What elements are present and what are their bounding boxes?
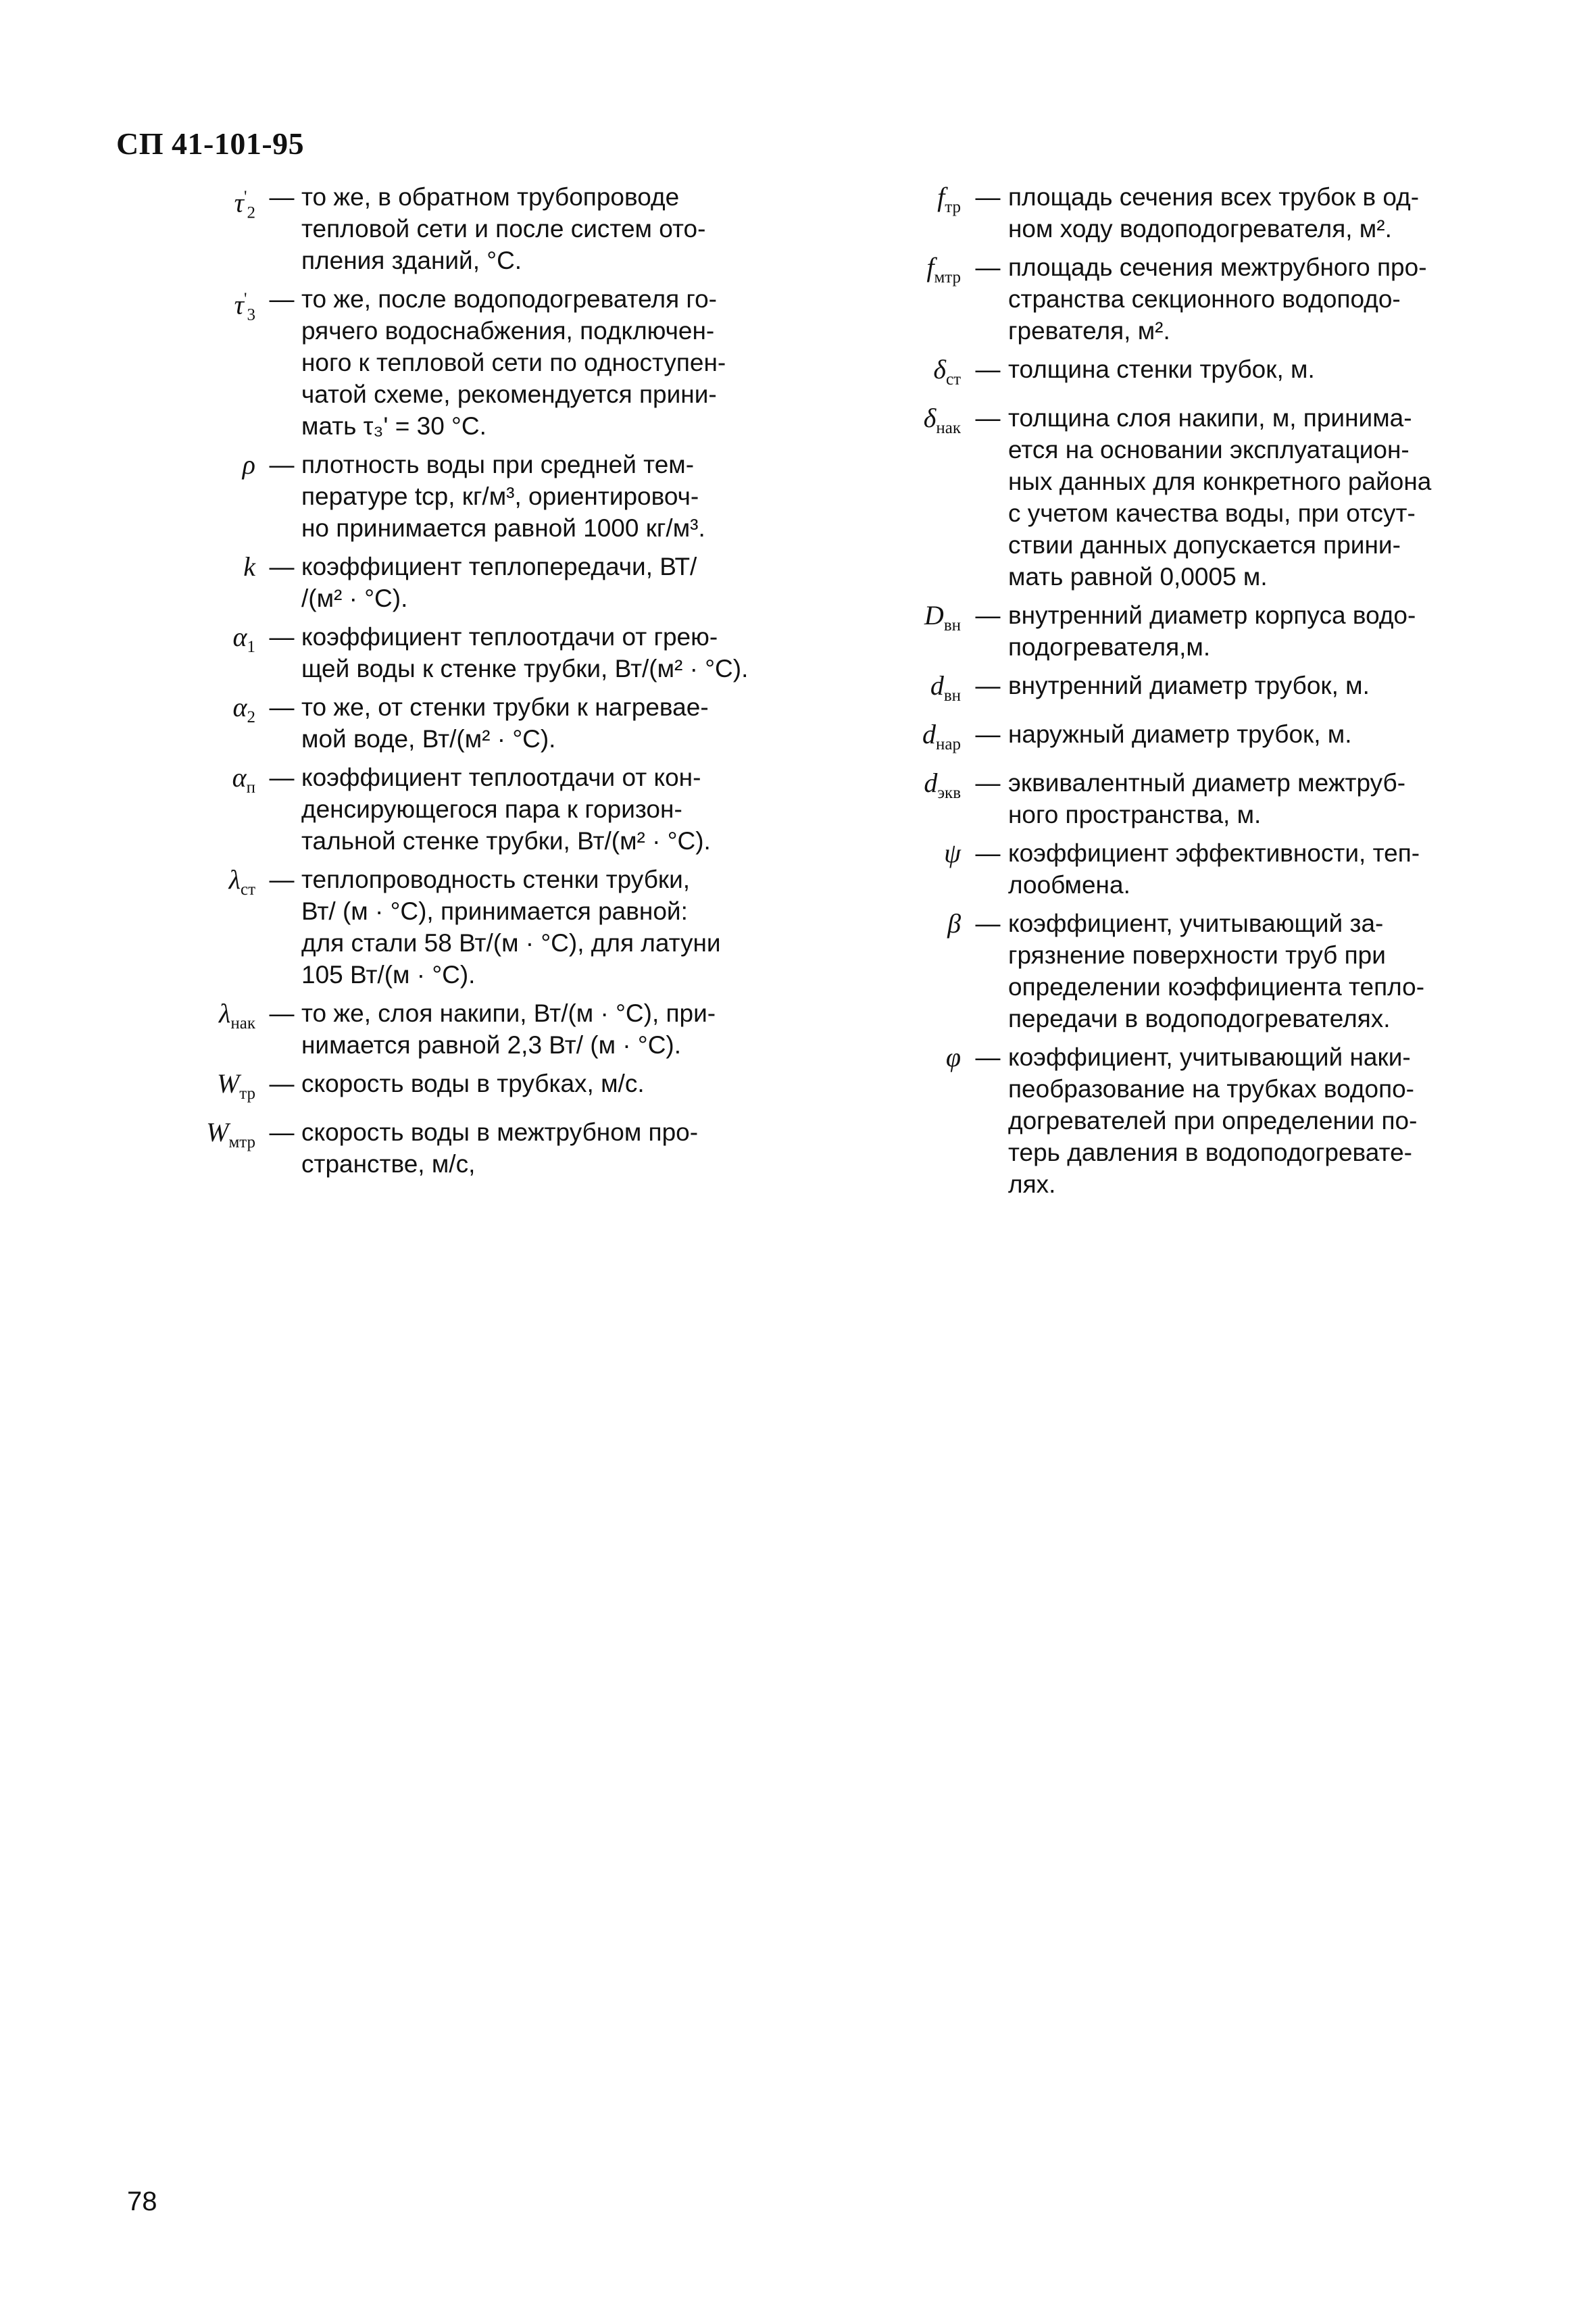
definition-entry (872, 353, 1480, 395)
definition-line: эквивалентный диаметр межтруб- (1008, 769, 1406, 797)
definition-entry (872, 1041, 1480, 1200)
definition-entry (169, 1116, 757, 1180)
symbol: $\lambda_{ст}$ (228, 864, 255, 899)
definition-entry (169, 449, 757, 544)
definition-text (1008, 837, 1480, 901)
definition-line: то же, слоя накипи, Вт/(м · °С), при- (301, 999, 716, 1027)
dash: — (975, 355, 1001, 383)
symbol: $D_{вн}$ (924, 600, 961, 634)
definition-line: ном ходу водоподогревателя, м². (1008, 215, 1392, 243)
definition-entry (872, 670, 1480, 712)
definition-text (1008, 1041, 1480, 1200)
definition-text (301, 1116, 757, 1180)
definition-text (1008, 353, 1480, 395)
dash: — (975, 839, 1001, 867)
definition-text (1008, 251, 1480, 347)
definition-line: коэффициент эффективности, теп- (1008, 839, 1420, 867)
symbol: $\alpha_2$ (232, 692, 255, 726)
definition-entry (169, 691, 757, 755)
definition-line: тальной стенке трубки, Вт/(м² · °С). (301, 827, 711, 855)
definition-line: грязнение поверхности труб при (1008, 941, 1386, 969)
dash: — (269, 553, 295, 580)
definition-line: с учетом качества воды, при отсут- (1008, 499, 1416, 527)
definition-line: ется на основании эксплуатацион- (1008, 436, 1410, 464)
dash: — (269, 866, 295, 893)
symbol: $d_{экв}$ (924, 768, 961, 802)
definition-line: пеобразование на трубках водопо- (1008, 1075, 1414, 1103)
definition-entry (169, 283, 757, 442)
definition-line: ного к тепловой сети по одноступен- (301, 349, 726, 376)
symbol: $f_{мтр}$ (926, 252, 961, 287)
definition-line: нимается равной 2,3 Вт/ (м · °С). (301, 1031, 682, 1059)
definition-line: ных данных для конкретного района (1008, 468, 1432, 495)
definition-line: но принимается равной 1000 кг/м³. (301, 514, 705, 542)
definition-entry (872, 599, 1480, 663)
definition-line: мой воде, Вт/(м² · °С). (301, 725, 556, 753)
definition-line: 105 Вт/(м · °С). (301, 961, 476, 989)
definition-line: коэффициент теплоотдачи от кон- (301, 764, 701, 791)
definition-line: скорость воды в трубках, м/с. (301, 1070, 645, 1097)
definition-line: передачи в водоподогревателях. (1008, 1005, 1391, 1032)
definition-line: коэффициент теплоотдачи от грею- (301, 623, 718, 651)
definition-line: ного пространства, м. (1008, 801, 1262, 828)
definition-line: щей воды к стенке трубки, Вт/(м² · °С). (301, 655, 749, 682)
definition-entry (872, 837, 1480, 901)
definition-line: то же, от стенки трубки к нагревае- (301, 693, 709, 721)
symbol: $\alpha_1$ (232, 622, 255, 656)
symbol: $\alpha_п$ (232, 762, 255, 797)
dash: — (975, 1043, 1001, 1071)
dash: — (269, 183, 295, 211)
definition-text (301, 283, 757, 442)
dash: — (975, 720, 1001, 748)
dash: — (975, 910, 1001, 937)
definition-text (1008, 181, 1480, 245)
definition-entry (872, 767, 1480, 830)
definition-line: странстве, м/с, (301, 1150, 476, 1178)
definition-line: гревателя, м². (1008, 317, 1170, 345)
dash: — (269, 999, 295, 1027)
symbol: $\tau'_3$ (234, 289, 255, 324)
definition-line: теплопроводность стенки трубки, (301, 866, 691, 893)
definition-line: пления зданий, °С. (301, 247, 522, 274)
definition-line: внутренний диаметр трубок, м. (1008, 672, 1370, 699)
definition-line: толщина слоя накипи, м, принима- (1008, 404, 1412, 432)
page-number: 78 (127, 2187, 157, 2216)
definition-text (301, 621, 757, 684)
definition-line: то же, после водоподогревателя го- (301, 285, 717, 313)
symbol: ψ (944, 838, 961, 868)
definition-entry (872, 181, 1480, 245)
definition-text (301, 864, 757, 991)
symbol: k (243, 551, 255, 582)
definition-line: внутренний диаметр корпуса водо- (1008, 601, 1416, 629)
dash: — (269, 1070, 295, 1097)
definition-line: площадь сечения всех трубок в од- (1008, 183, 1420, 211)
definition-line: странства секционного водоподо- (1008, 285, 1401, 313)
definition-text (301, 181, 757, 276)
definition-text (1008, 767, 1480, 830)
dash: — (269, 764, 295, 791)
definition-line: лях. (1008, 1170, 1056, 1198)
document-code-header: СП 41-101-95 (116, 126, 305, 161)
definition-text (1008, 599, 1480, 663)
left-definitions-column (169, 181, 757, 1187)
definition-line: рячего водоснабжения, подключен- (301, 317, 715, 345)
definition-line: наружный диаметр трубок, м. (1008, 720, 1352, 748)
definition-line: то же, в обратном трубопроводе (301, 183, 680, 211)
symbol: $d_{нар}$ (922, 719, 961, 753)
definition-line: догревателей при определении по- (1008, 1107, 1418, 1135)
dash: — (975, 672, 1001, 699)
symbol: $d_{вн}$ (930, 670, 961, 705)
definition-line: ствии данных допускается прини- (1008, 531, 1401, 559)
definition-text (1008, 718, 1480, 760)
symbol: $W_{мтр}$ (206, 1117, 255, 1151)
dash: — (269, 623, 295, 651)
definition-entry (169, 551, 757, 614)
dash: — (269, 1118, 295, 1146)
definition-line: коэффициент теплопередачи, ВТ/ (301, 553, 697, 580)
definition-line: пературе tср, кг/м³, ориентировоч- (301, 482, 699, 510)
definition-line: коэффициент, учитывающий наки- (1008, 1043, 1411, 1071)
definition-text (301, 997, 757, 1061)
right-definitions-column (872, 181, 1480, 1207)
definition-entry (169, 997, 757, 1061)
definition-entry (872, 402, 1480, 593)
dash: — (975, 183, 1001, 211)
definition-line: мать равной 0,0005 м. (1008, 563, 1268, 591)
definition-text (1008, 670, 1480, 712)
dash: — (269, 285, 295, 313)
dash: — (269, 693, 295, 721)
definition-text (301, 1068, 757, 1110)
definition-text (301, 551, 757, 614)
symbol: $\delta_{нак}$ (923, 403, 961, 437)
definition-text (1008, 907, 1480, 1035)
definition-text (301, 691, 757, 755)
definition-line: скорость воды в межтрубном про- (301, 1118, 699, 1146)
definition-line: чатой схеме, рекомендуется прини- (301, 380, 717, 408)
definition-line: /(м² · °С). (301, 584, 408, 612)
dash: — (975, 404, 1001, 432)
symbol: $\lambda_{нак}$ (219, 998, 255, 1032)
definition-entry (872, 718, 1480, 760)
definition-line: для стали 58 Вт/(м · °С), для латуни (301, 929, 721, 957)
symbol: $\tau'_2$ (234, 187, 255, 222)
dash: — (975, 601, 1001, 629)
dash: — (975, 253, 1001, 281)
definition-line: площадь сечения межтрубного про- (1008, 253, 1427, 281)
dash: — (975, 769, 1001, 797)
definition-line: мать τ₃' = 30 °С. (301, 412, 487, 440)
definition-line: подогревателя,м. (1008, 633, 1211, 661)
dash: — (269, 451, 295, 478)
definition-text (1008, 402, 1480, 593)
definition-entry (872, 251, 1480, 347)
definition-text (301, 449, 757, 544)
definition-line: денсирующегося пара к горизон- (301, 795, 682, 823)
definition-line: плотность воды при средней тем- (301, 451, 695, 478)
definition-line: Вт/ (м · °С), принимается равной: (301, 897, 688, 925)
symbol: $f_{тр}$ (937, 182, 961, 216)
definition-entry (169, 181, 757, 276)
definition-line: тепловой сети и после систем ото- (301, 215, 706, 243)
definition-entry (169, 1068, 757, 1110)
symbol: φ (945, 1042, 961, 1072)
definition-line: коэффициент, учитывающий за- (1008, 910, 1384, 937)
definition-text (301, 762, 757, 857)
definition-line: терь давления в водоподогревате- (1008, 1139, 1412, 1166)
definition-entry (169, 864, 757, 991)
definition-entry (169, 621, 757, 684)
definition-entry (169, 762, 757, 857)
definition-line: определении коэффициента тепло- (1008, 973, 1425, 1001)
definition-entry (872, 907, 1480, 1035)
symbol: $W_{тр}$ (216, 1068, 255, 1103)
symbol: β (947, 908, 961, 939)
symbol: $\delta_{ст}$ (933, 354, 961, 389)
definition-line: толщина стенки трубок, м. (1008, 355, 1315, 383)
symbol: ρ (242, 449, 255, 480)
definition-line: лообмена. (1008, 871, 1130, 899)
